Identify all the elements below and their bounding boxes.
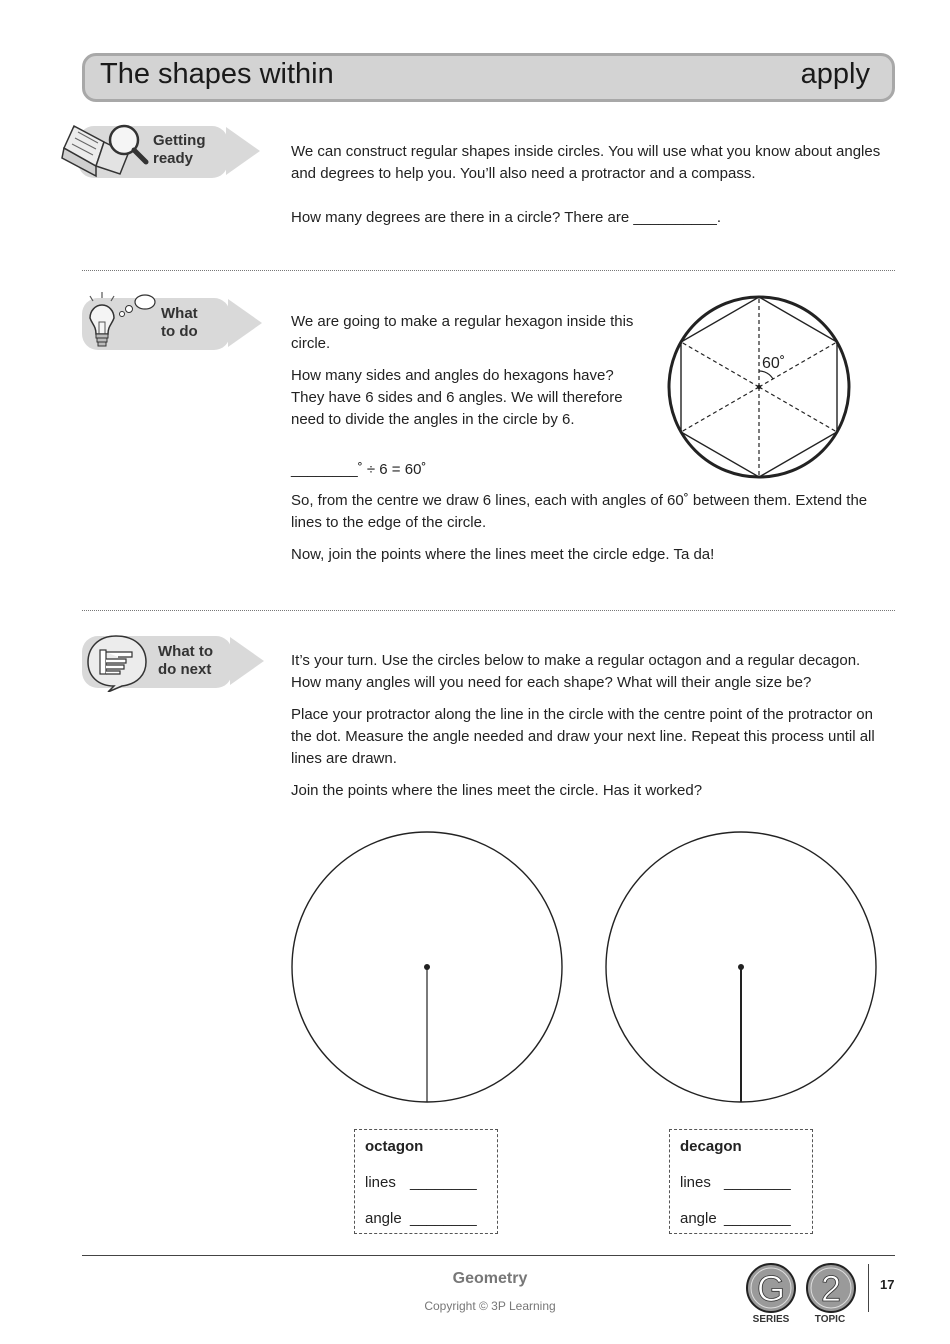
- decagon-title: decagon: [680, 1138, 742, 1155]
- label-arrow-icon: [230, 637, 264, 685]
- next-instructions: It’s your turn. Use the circles below to make a regular octagon and a regular decagon. How many angles will you need for each shape? What will their angle size be? Place your protractor along the line in the circle with the centre point of the protractor on the dot. Measure the angle needed and draw your next line. Repeat this process until all lines are drawn. Join the points where the lines meet the circle. Has it worked?: [291, 652, 875, 799]
- octagon-angle-label: angle: [365, 1210, 402, 1227]
- series-letter: G: [756, 1268, 786, 1309]
- degrees-question: How many degrees are there in a circle? There are __________.: [291, 209, 721, 226]
- label-arrow-icon: [228, 299, 262, 347]
- octagon-lines-label: lines: [365, 1174, 396, 1191]
- getting-ready-label-text: Getting ready: [153, 132, 206, 167]
- section-divider: [82, 270, 895, 271]
- page-number: 17: [880, 1277, 895, 1292]
- section-divider: [82, 610, 895, 611]
- intro-paragraph: We can construct regular shapes inside circles. You will use what you know about angles and degrees to help you. You’ll also need a protractor and a compass.: [291, 143, 881, 182]
- octagon-practice-circle[interactable]: [289, 830, 565, 1106]
- topic-badge-icon: [805, 1262, 857, 1314]
- decagon-lines-label: lines: [680, 1174, 711, 1191]
- decagon-lines-blank[interactable]: ________: [724, 1174, 791, 1191]
- centre-dot: [738, 964, 744, 970]
- series-badge-icon: [745, 1262, 797, 1314]
- hexagon-equation: ________˚ ÷ 6 = 60˚: [291, 461, 427, 478]
- octagon-lines-blank[interactable]: ________: [410, 1174, 477, 1191]
- centre-dot: [424, 964, 430, 970]
- hexagon-steps: So, from the centre we draw 6 lines, each with angles of 60˚ between them. Extend the lines to the edge of the circle. Now, join the points where the lines meet the circle edge. Ta da!: [291, 492, 868, 563]
- radius-line: [681, 387, 759, 432]
- octagon-title: octagon: [365, 1138, 424, 1155]
- topic-label: TOPIC: [814, 1314, 846, 1325]
- hexagon-diagram: [663, 293, 855, 485]
- what-to-do-label-text: What to do: [161, 305, 198, 340]
- footer-copyright: Copyright © 3P Learning: [424, 1299, 556, 1313]
- centre-dot: [757, 385, 761, 389]
- label-arrow-icon: [226, 127, 260, 175]
- radius-line: [681, 342, 759, 387]
- decagon-practice-circle[interactable]: [603, 830, 879, 1106]
- decagon-angle-blank[interactable]: ________: [724, 1210, 791, 1227]
- page-title: The shapes within: [100, 58, 334, 90]
- page-number-divider: [868, 1264, 869, 1312]
- octagon-angle-blank[interactable]: ________: [410, 1210, 477, 1227]
- page-tag: apply: [800, 58, 870, 90]
- footer-rule: [82, 1255, 895, 1256]
- angle-arc: [759, 371, 773, 379]
- lightbulb-icon: [80, 290, 160, 360]
- decagon-angle-label: angle: [680, 1210, 717, 1227]
- pointing-hand-icon: [84, 632, 154, 692]
- angle-label: 60˚: [762, 355, 786, 372]
- series-label: SERIES: [752, 1314, 790, 1325]
- decagon-answer-box: [669, 1129, 813, 1234]
- topic-number: 2: [820, 1268, 842, 1309]
- hexagon-intro: We are going to make a regular hexagon inside this circle. How many sides and angles do hexagons have? They have 6 sides and 6 angles. We will therefore need to divide the angles in the circle by 6.: [291, 313, 634, 428]
- radius-line: [759, 387, 837, 432]
- book-magnifier-icon: [58, 118, 154, 180]
- getting-ready-content: [291, 141, 881, 239]
- what-to-do-next-label-text: What to do next: [158, 643, 213, 678]
- footer-subject: Geometry: [452, 1270, 528, 1287]
- octagon-answer-box: [354, 1129, 498, 1234]
